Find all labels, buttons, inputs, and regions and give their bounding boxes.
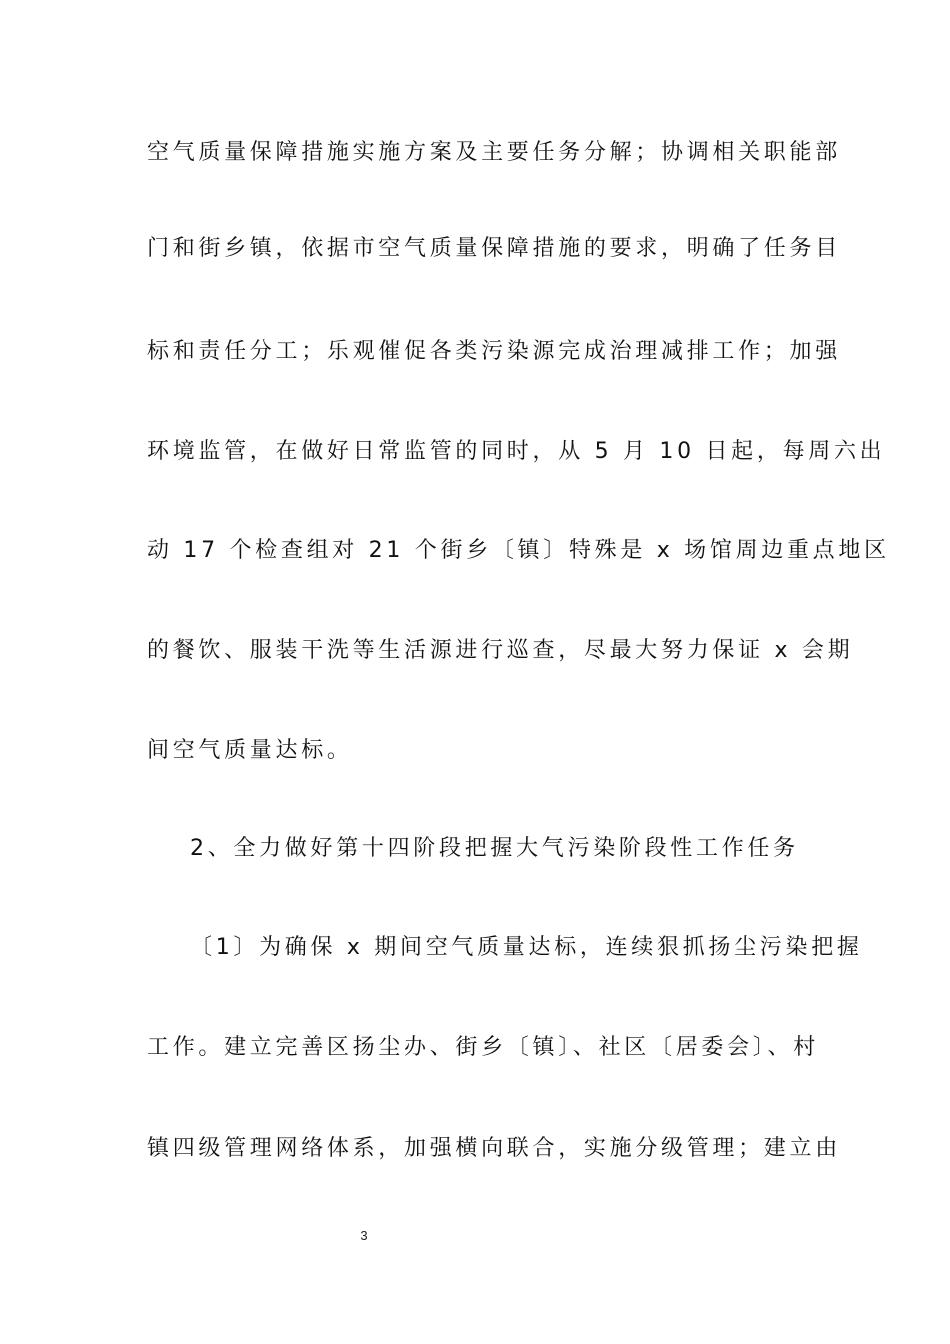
text-line: 〔1〕为确保 x 期间空气质量达标，连续狠抓扬尘污染把握: [190, 935, 863, 960]
text-line: 的餐饮、服装干洗等生活源进行巡查，尽最大努力保证 x 会期: [147, 638, 854, 663]
text-line: 标和责任分工；乐观催促各类污染源完成治理减排工作；加强: [147, 339, 841, 364]
section-heading: 2、全力做好第十四阶段把握大气污染阶段性工作任务: [190, 836, 799, 861]
text-line: 间空气质量达标。: [147, 738, 353, 763]
text-line: 工作。建立完善区扬尘办、街乡〔镇〕、社区〔居委会〕、村: [147, 1035, 819, 1060]
page-number: 3: [360, 1228, 368, 1243]
text-line: 门和街乡镇，依据市空气质量保障措施的要求，明确了任务目: [147, 236, 841, 261]
text-line: 空气质量保障措施实施方案及主要任务分解；协调相关职能部: [147, 140, 841, 165]
text-line: 镇四级管理网络体系，加强横向联合，实施分级管理；建立由: [147, 1136, 841, 1161]
text-line: 动 17 个检查组对 21 个街乡〔镇〕特殊是 x 场馆周边重点地区: [147, 538, 890, 563]
text-line: 环境监管，在做好日常监管的同时，从 5 月 10 日起，每周六出: [147, 439, 886, 464]
